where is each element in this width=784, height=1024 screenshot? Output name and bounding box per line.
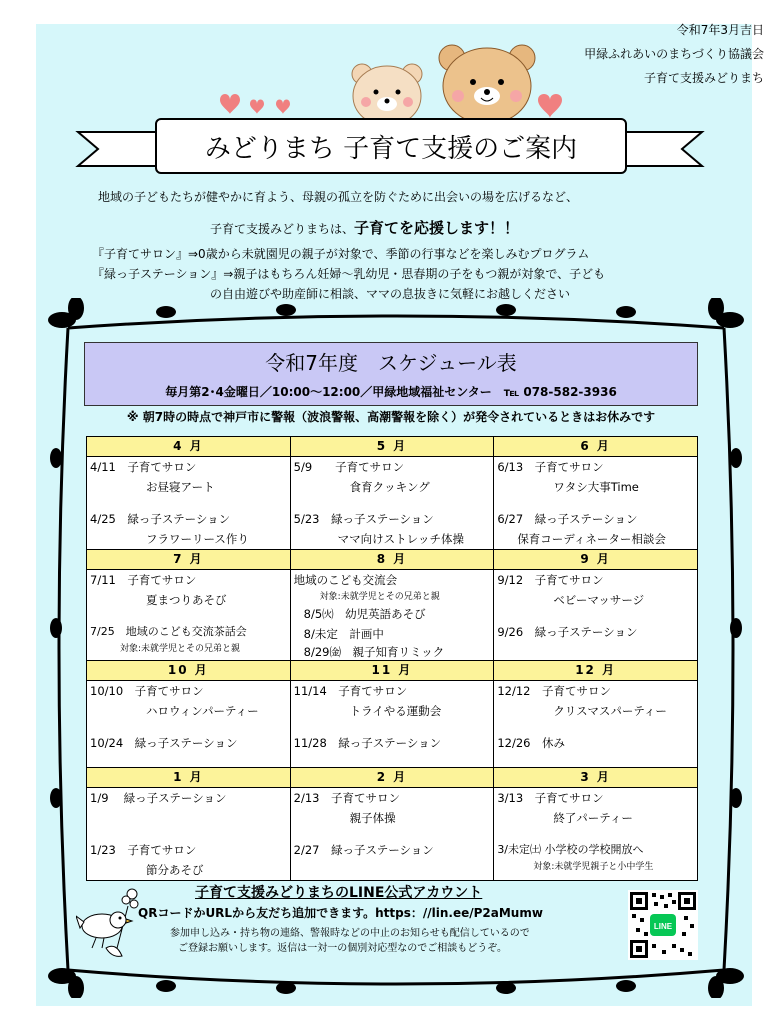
event-line: 保育コーディネーター相談会 [517, 532, 666, 546]
event-line: 2/27 緑っ子ステーション [293, 843, 434, 857]
event-line: ワタシ大事Time [553, 480, 639, 494]
event-target: 対象:未就学児親子と小中学生 [533, 862, 654, 872]
month-cell [290, 570, 494, 661]
event-line: 8/未定 計画中 [303, 627, 384, 641]
warning-notice: ※ 朝7時の時点で神戸市に警報（波浪警報、高潮警報を除く）が発令されているときはお休みです [126, 410, 656, 424]
event-line: 3/未定㈯ 小学校の学校開放へ [497, 843, 644, 856]
schedule-title: 令和7年度 スケジュール表 [265, 351, 517, 375]
event-line: ハロウィンパーティー [146, 704, 259, 718]
intro-slogan-a: 子育て支援みどりまちは、 [210, 222, 355, 236]
event-line: ベビーマッサージ [553, 593, 645, 607]
month-header: 9 月 [494, 550, 698, 570]
event-line: 4/11 子育てサロン [90, 460, 197, 474]
page-title: みどりまち 子育て支援のご案内 [155, 118, 627, 174]
month-header: 8 月 [290, 550, 494, 570]
station-description-2: の自由遊びや助産師に相談、ママの息抜きに気軽にお越しください [210, 287, 571, 301]
event-line: 5/9 子育てサロン [293, 460, 405, 474]
event-line: 10/24 緑っ子ステーション [90, 736, 238, 750]
line-account-url[interactable]: QRコードかURLから友だち追加できます。https：//lin.ee/P2aMumw [138, 906, 543, 920]
intro-slogan-b: 子育てを応援します！！ [354, 219, 520, 237]
event-line: 4/25 緑っ子ステーション [90, 512, 231, 526]
month-header: 7 月 [87, 550, 291, 570]
line-note-1: 参加申し込み・持ち物の連絡、警報時などの中止のお知らせも配信しているので [170, 928, 530, 939]
month-header: 6 月 [494, 437, 698, 457]
month-header: 12 月 [494, 661, 698, 681]
event-line: 11/28 緑っ子ステーション [293, 736, 442, 750]
program-description [92, 244, 605, 304]
event-line: 3/13 子育てサロン [497, 791, 604, 805]
event-line: ママ向けストレッチ体操 [337, 532, 465, 546]
event-target: 対象:未就学児とその兄弟と親 [319, 592, 440, 602]
month-header: 5 月 [290, 437, 494, 457]
event-line: 8/5㈫ 幼児英語あそび [303, 607, 426, 621]
event-line: お昼寝アート [146, 480, 215, 494]
schedule-header [84, 342, 698, 406]
event-line: トライやる運動会 [349, 704, 442, 718]
schedule-info: 毎月第2･4金曜日／10:00～12:00／甲緑地域福祉センター ℡ 078-582-3936 [165, 385, 617, 399]
month-header: 10 月 [87, 661, 291, 681]
event-line: 地域のこども交流会 [293, 573, 398, 587]
event-line: 5/23 緑っ子ステーション [293, 512, 434, 526]
month-cell [87, 681, 291, 768]
month-header: 4 月 [87, 437, 291, 457]
month-cell [494, 457, 698, 550]
month-cell [87, 788, 291, 881]
event-line: 食育クッキング [349, 480, 430, 494]
month-cell [290, 788, 494, 881]
line-note-2: ご登録お願いします。返信は一対一の個別対応型なのでご相談もどうぞ。 [178, 943, 507, 954]
event-line: 12/12 子育てサロン [497, 684, 611, 698]
event-line: 10/10 子育てサロン [90, 684, 204, 698]
event-line: 11/14 子育てサロン [293, 684, 408, 698]
month-header: 2 月 [290, 768, 494, 788]
event-line: 終了パーティー [553, 811, 633, 825]
organization-sub: 子育て支援みどりまち [643, 71, 764, 85]
event-line: 9/12 子育てサロン [497, 573, 604, 587]
month-cell [87, 457, 291, 550]
event-line: 6/27 緑っ子ステーション [497, 512, 638, 526]
event-line: 8/29㈮ 親子知育リミック [303, 645, 445, 659]
event-line: 1/9 緑っ子ステーション [90, 791, 227, 805]
schedule-table [86, 436, 698, 881]
station-description: 『緑っ子ステーション』⇒親子はもちろん妊婦～乳幼児・思春期の子をもつ親が対象で、子ども [92, 267, 606, 281]
qr-code-icon[interactable] [628, 890, 698, 960]
event-line: 7/11 子育てサロン [90, 573, 197, 587]
event-line: 親子体操 [349, 811, 396, 825]
month-header: 11 月 [290, 661, 494, 681]
event-line: 7/25 地域のこども交流茶話会 [90, 625, 247, 638]
month-cell [290, 681, 494, 768]
event-line: クリスマスパーティー [553, 704, 667, 718]
month-header: 3 月 [494, 768, 698, 788]
line-account-note [170, 926, 530, 956]
event-line: 1/23 子育てサロン [90, 843, 197, 857]
salon-description: 『子育てサロン』⇒0歳から未就園児の親子が対象で、季節の行事などを楽しみむプログラム [92, 247, 590, 261]
month-cell [494, 681, 698, 768]
line-account-title: 子育て支援みどりまちのLINE公式アカウント [195, 885, 483, 901]
event-line: 2/13 子育てサロン [293, 791, 400, 805]
organization: 甲緑ふれあいのまちづくり協議会 [584, 47, 764, 61]
event-target: 対象:未就学児とその兄弟と親 [120, 644, 241, 654]
month-cell [494, 570, 698, 661]
event-line: 夏まつりあそび [146, 593, 227, 607]
intro-slogan [210, 217, 519, 238]
month-cell [87, 570, 291, 661]
event-line: フラワーリース作り [146, 532, 249, 546]
month-header: 1 月 [87, 768, 291, 788]
event-line: 12/26 休み [497, 736, 565, 750]
issue-date: 令和7年3月吉日 [676, 23, 764, 37]
event-line: 6/13 子育てサロン [497, 460, 604, 474]
qr-line-label: LINE [653, 922, 673, 931]
header-info [584, 18, 764, 90]
month-cell [494, 788, 698, 881]
intro-text: 地域の子どもたちが健やかに育よう、母親の孤立を防ぐために出会いの場を広げるなど、 [98, 190, 579, 204]
event-line: 9/26 緑っ子ステーション [497, 625, 638, 639]
event-line: 節分あそび [146, 863, 204, 877]
bird-icon [76, 886, 140, 962]
month-cell [290, 457, 494, 550]
